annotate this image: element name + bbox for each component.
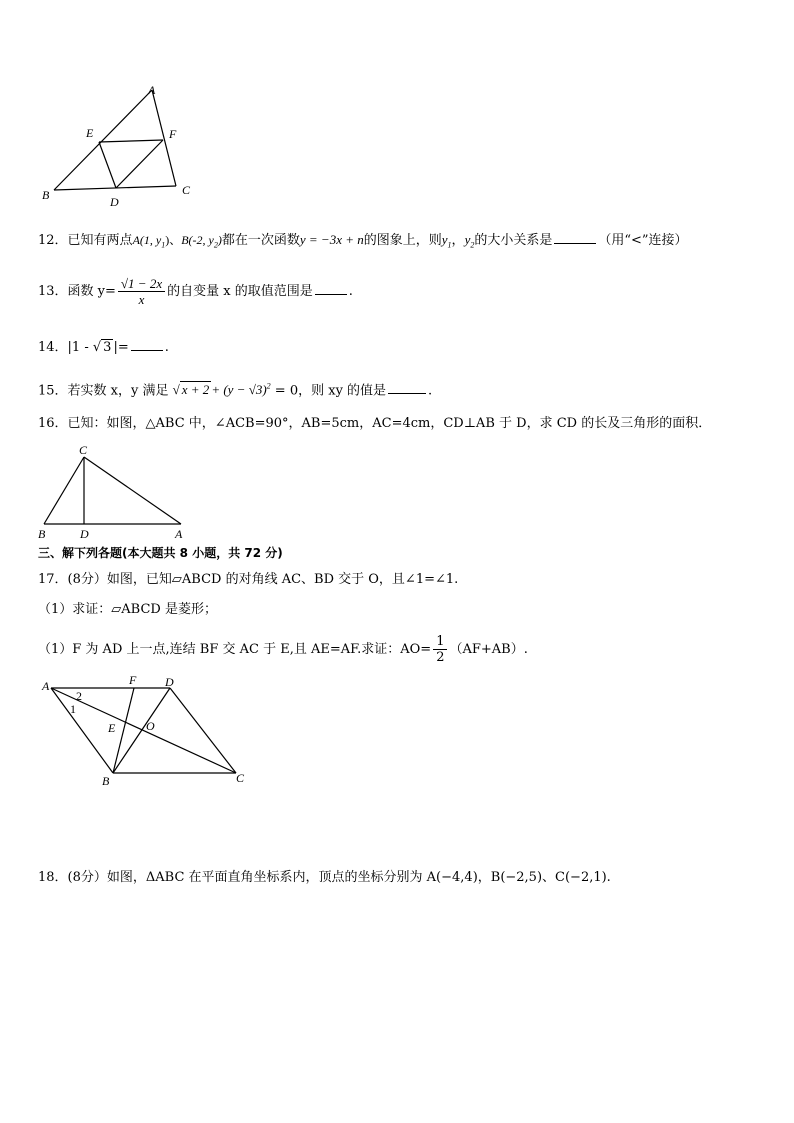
q12-function: y = −3x + n xyxy=(299,232,364,247)
question-13 xyxy=(38,276,353,307)
fraction-numerator: √1 − 2x xyxy=(118,276,165,292)
q16-number: 16． xyxy=(38,416,68,431)
q15-text2: = 0，则 xy 的值是 xyxy=(270,383,387,399)
figure-parallelogram xyxy=(36,672,256,792)
q13-text: 函数 y= xyxy=(67,284,116,299)
figure-right-triangle xyxy=(36,442,196,542)
q13-number: 13． xyxy=(38,284,68,299)
label-E: E xyxy=(86,126,94,140)
label-O: O xyxy=(146,719,155,733)
label-B: B xyxy=(102,774,110,788)
label-D: D xyxy=(165,675,174,689)
question-17-stem: 17．(8分）如图，已知▱ABCD 的对角线 AC、BD 交于 O，且∠1=∠1. xyxy=(38,572,459,587)
q12-y2: $y_2$ xyxy=(464,232,475,250)
q13-text2: 的自变量 x 的取值范围是 xyxy=(167,284,313,299)
q12-text3: 的图象上，则 xyxy=(363,233,442,248)
q13-end: . xyxy=(348,284,353,299)
label-F: F xyxy=(169,127,177,141)
question-15 xyxy=(38,377,432,401)
q15-expression: √ $x + 2 + (y - √3)^2$ xyxy=(172,382,271,398)
question-12 xyxy=(38,230,688,256)
question-17-part1: （1）求证：▱ABCD 是菱形； xyxy=(38,602,217,617)
label-A: A xyxy=(42,679,50,693)
answer-blank[interactable] xyxy=(131,338,163,351)
half-fraction: $\frac{1}{2}$ xyxy=(433,634,447,665)
q14-number: 14． xyxy=(38,340,68,355)
section-heading: 三、解下列各题(本大题共 8 小题，共 72 分) xyxy=(38,546,283,560)
point-b: B(-2, $y_2$) xyxy=(181,233,222,250)
label-A: A xyxy=(148,83,156,97)
label-A: A xyxy=(175,527,183,541)
answer-blank[interactable] xyxy=(388,381,426,394)
label-C: C xyxy=(182,183,191,197)
q12-text: 已知有两点 xyxy=(67,233,133,248)
label-D: D xyxy=(80,527,89,541)
question-14 xyxy=(38,338,169,358)
q12-y1: $y_1$ xyxy=(441,232,452,250)
q16-text: 已知：如图，△ABC 中，∠ACB=90°，AB=5cm，AC=4cm，CD⊥AB 于 D，求 CD 的长及三角形的面积． xyxy=(67,416,712,431)
q14-text2: |= xyxy=(113,340,129,355)
question-18: 18．(8分）如图，ΔABC 在平面直角坐标系内，顶点的坐标分别为 A(−4,4)，B(−2,5)、C(−2,1). xyxy=(38,870,611,885)
point-a: A(1, $y_1$)、 xyxy=(132,233,182,250)
angle-label-2: 2 xyxy=(76,689,82,703)
question-16 xyxy=(38,414,711,434)
question-17-part2 xyxy=(38,634,528,665)
q17-part2-text2: （AF+AB）. xyxy=(449,642,528,657)
q14-end: . xyxy=(164,340,169,355)
figure-triangle-def xyxy=(36,80,206,210)
q12-text4: 的大小关系是 xyxy=(474,233,553,248)
q12-comma: ， xyxy=(451,233,465,248)
label-D: D xyxy=(110,195,119,209)
q14-text: |1 - xyxy=(67,340,93,355)
label-B: B xyxy=(42,188,50,202)
fraction-denominator: x xyxy=(138,292,145,307)
sqrt-3: √ 3 xyxy=(92,340,112,355)
label-B: B xyxy=(38,527,46,541)
q15-number: 15． xyxy=(38,383,68,399)
answer-blank[interactable] xyxy=(315,282,347,295)
q13-fraction xyxy=(118,276,165,307)
label-F: F xyxy=(129,673,137,687)
answer-blank[interactable] xyxy=(554,231,596,244)
q12-text5: （用“<”连接） xyxy=(598,233,688,248)
label-E: E xyxy=(108,721,116,735)
label-C: C xyxy=(79,443,88,457)
label-C: C xyxy=(236,771,245,785)
q12-text2: 都在一次函数 xyxy=(221,233,300,248)
q17-part2-text: （1）F 为 AD 上一点,连结 BF 交 AC 于 E,且 AE=AF.求证：AO= xyxy=(38,642,432,657)
q15-text: 若实数 x，y 满足 xyxy=(67,383,173,399)
q12-number: 12． xyxy=(38,233,68,248)
angle-label-1: 1 xyxy=(70,702,76,716)
q15-end: . xyxy=(428,383,433,399)
